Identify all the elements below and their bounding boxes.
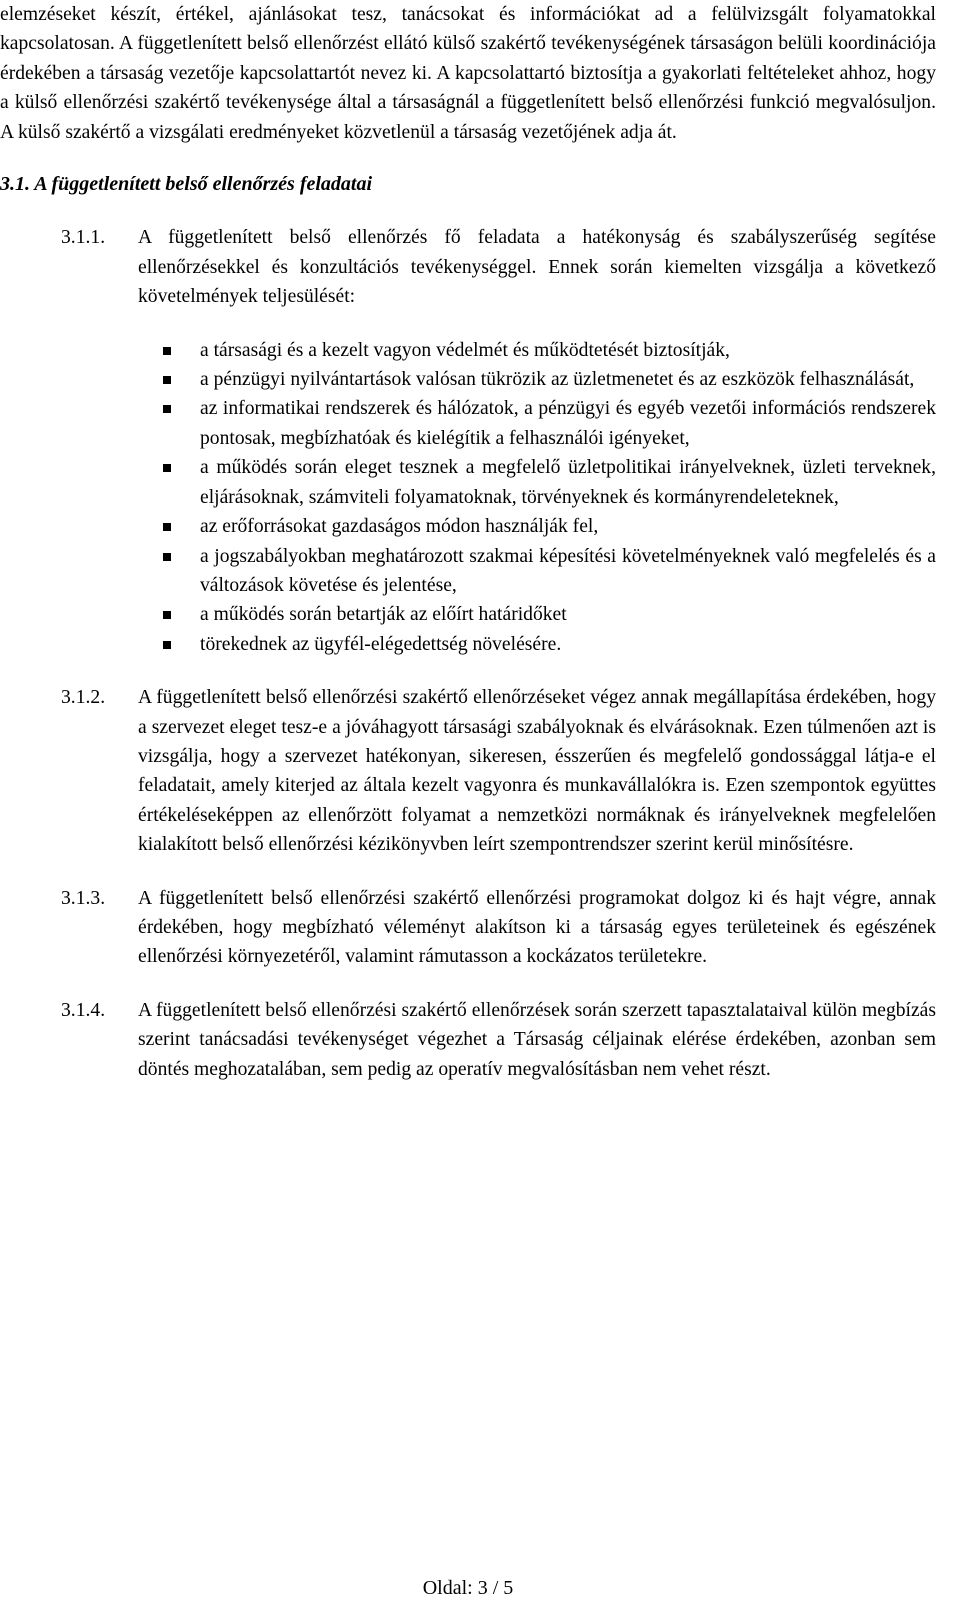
list-item-text: törekednek az ügyfél-elégedettség növelésére. [200,633,562,655]
list-item [200,453,936,512]
section-heading [0,170,936,199]
item-3-1-1 [0,223,936,311]
list-item-text: a működés során eleget tesznek a megfelelő üzletpolitikai irányelveknek, üzleti terveknek, eljárásoknak, számviteli folyamatoknak, törvényeknek és kormányrendeleteknek, [200,457,936,508]
square-bullet-icon [163,523,171,531]
item-number: 3.1.1. [61,227,106,249]
list-item-text: a működés során betartják az előírt határidőket [200,604,567,626]
item-number: 3.1.3. [61,887,106,909]
item-text: A függetlenített belső ellenőrzés fő feladata a hatékonyság és szabályszerűség segítése ellenőrzésekkel és konzultációs tevékenységgel. Ennek során kiemelten vizsgálja a következő követelmények teljesülését: [138,227,936,308]
square-bullet-icon [163,464,171,472]
square-bullet-icon [163,376,171,384]
item-3-1-4 [0,996,936,1084]
square-bullet-icon [163,553,171,561]
page-number-footer: Oldal: 3 / 5 [422,1577,514,1599]
item-3-1-2 [0,683,936,859]
item-text: A függetlenített belső ellenőrzési szakértő ellenőrzések során szerzett tapasztalataival külön megbízás szerint tanácsadási tevékenységet végezhet a Társaság céljainak elérése érdekében, azonban sem döntés meghozatalában, sem pedig az operatív megvalósításban nem vehet részt. [138,999,936,1080]
list-item [200,512,936,541]
list-item [200,365,936,394]
list-item-text: a pénzügyi nyilvántartások valósan tükrözik az üzletmenetet és az eszközök felhasználását, [200,369,915,391]
square-bullet-icon [163,405,171,413]
item-number: 3.1.4. [61,999,106,1021]
square-bullet-icon [163,641,171,649]
requirements-list [0,336,936,659]
section-title: A függetlenített belső ellenőrzés feladatai [34,173,373,196]
square-bullet-icon [163,611,171,619]
list-item [200,542,936,601]
intro-paragraph: elemzéseket készít, értékel, ajánlásokat tesz, tanácsokat és információkat ad a felülvizsgált folyamatokkal kapcsolatosan. A függetlenített belső ellenőrzést ellátó külső szakértő tevékenységének társaságon belüli koordinációja érdekében a társaság vezetője kapcsolattartót nevez ki. A kapcsolattartó biztosítja a gyakorlati feltételeket ahhoz, hogy a külső ellenőrzési szakértő tevékenysége által a társaságnál a függetlenített belső ellenőrzési funkció megvalósuljon. A külső szakértő a vizsgálati eredményeket közvetlenül a társaság vezetőjének adja át. [0,4,936,143]
item-3-1-3 [0,884,936,972]
list-item [200,394,936,453]
section-number: 3.1. [0,173,30,196]
list-item-text: az erőforrásokat gazdaságos módon használják fel, [200,516,599,538]
item-text: A függetlenített belső ellenőrzési szakértő ellenőrzéseket végez annak megállapítása érdekében, hogy a szervezet eleget tesz-e a jóváhagyott társasági szabályoknak és elvárásoknak. Ezen túlmenően azt is vizsgálja, hogy a szervezet hatékonyan, sikeresen, ésszerűen és megfelelő gondossággal látja-e el feladatait, amely kiterjed az általa kezelt vagyonra és munkavállalókra is. Ezen szempontok együttes értékeléseképpen az ellenőrzött folyamat a nemzetközi normáknak és irányelveknek megfelelően kialakított belső ellenőrzési kézikönyvben leírt szempontrendszer szerint kerül minősítésre. [138,687,936,856]
list-item [200,600,936,629]
square-bullet-icon [163,347,171,355]
list-item [200,630,936,659]
list-item [200,336,936,365]
list-item-text: az informatikai rendszerek és hálózatok, a pénzügyi és egyéb vezetői információs rendszerek pontosak, megbízhatóak és kielégítik a felhasználói igényeket, [200,398,936,449]
item-text: A függetlenített belső ellenőrzési szakértő ellenőrzési programokat dolgoz ki és hajt végre, annak érdekében, hogy megbízható véleményt alakítson ki a társaság egyes területeinek és egészének ellenőrzési környezetéről, valamint rámutasson a kockázatos területekre. [138,887,936,968]
list-item-text: a társasági és a kezelt vagyon védelmét és működtetését biztosítják, [200,339,730,361]
list-item-text: a jogszabályokban meghatározott szakmai képesítési követelményeknek való megfelelés és a változások követése és jelentése, [200,545,936,596]
item-number: 3.1.2. [61,687,106,709]
